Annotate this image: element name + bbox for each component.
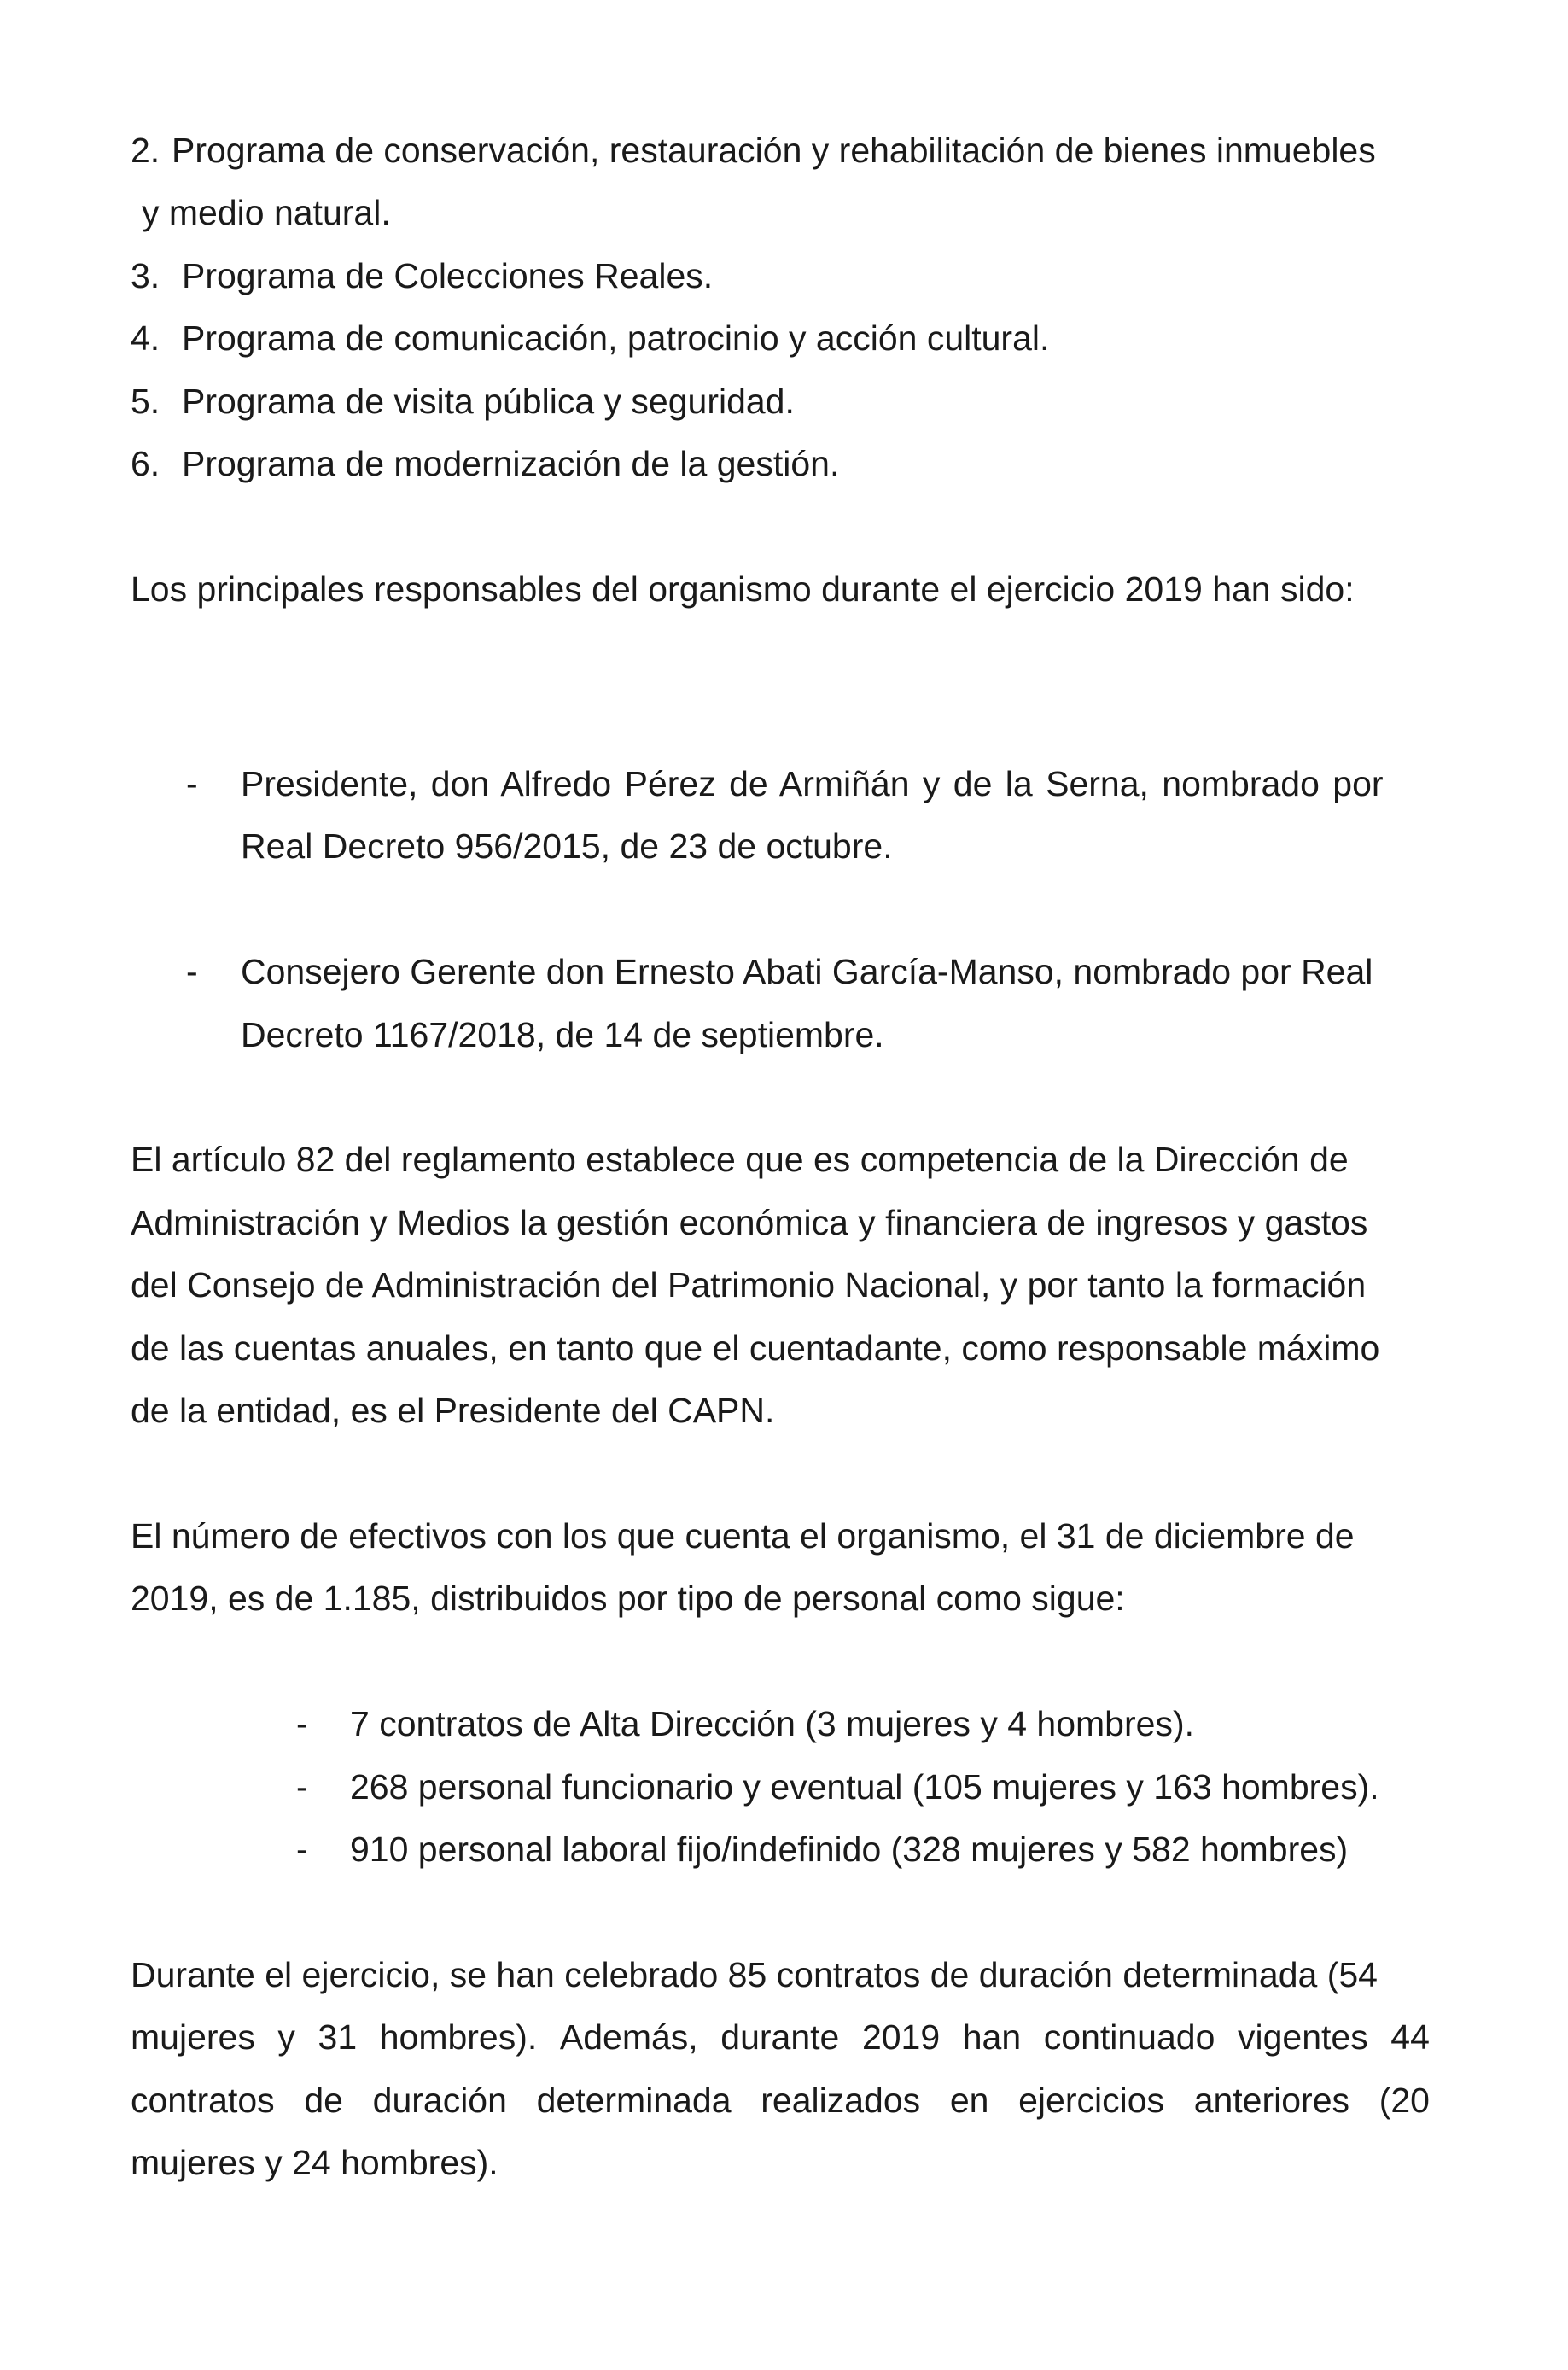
paragraph-line: de la entidad, es el Presidente del CAPN. [131, 1391, 775, 1430]
paragraph-line: El número de efectivos con los que cuenta el organismo, el 31 de diciembre de [131, 1516, 1355, 1556]
paragraph-line: 2019, es de 1.185, distribuidos por tipo de personal como sigue: [131, 1579, 1125, 1618]
word: de [304, 2081, 343, 2120]
list-item-text [241, 764, 1430, 803]
word: en [949, 2081, 989, 2120]
list-item-text: Programa de Colecciones Reales. [182, 256, 714, 295]
bullet-dash: - [186, 952, 198, 991]
list-item-line: Presidente, don Alfredo Pérez de Armiñán y de la Serna, nombrado por [241, 764, 1384, 803]
list-item-text: Programa de visita pública y seguridad. [182, 382, 795, 421]
word: y [277, 2017, 295, 2057]
responsables-intro: Los principales responsables del organismo durante el ejercicio 2019 han sido: [131, 569, 1355, 609]
list-item-line: Real Decreto 956/2015, de 23 de octubre. [241, 826, 893, 866]
list-number: 5. [131, 382, 160, 421]
bullet-dash: - [296, 1704, 308, 1743]
list-item-text: Programa de modernización de la gestión. [182, 444, 840, 483]
bullet-dash: - [296, 1830, 308, 1869]
list-number: 6. [131, 444, 160, 483]
list-item-line: Consejero Gerente don Ernesto Abati García-Manso, nombrado por Real [241, 952, 1373, 991]
word: contratos [131, 2081, 275, 2120]
word: Además, [559, 2017, 698, 2057]
word: han [962, 2017, 1022, 2057]
paragraph-line: Administración y Medios la gestión económica y financiera de ingresos y gastos [131, 1203, 1368, 1242]
list-item-text: Programa de conservación, restauración y rehabilitación de bienes inmuebles [172, 131, 1376, 170]
bullet-dash: - [296, 1767, 308, 1807]
word: duración [372, 2081, 507, 2120]
word: 31 [318, 2017, 358, 2057]
list-item-text: 7 contratos de Alta Dirección (3 mujeres y 4 hombres). [350, 1704, 1194, 1743]
list-number: 3. [131, 256, 160, 295]
paragraph-line [131, 2017, 1430, 2057]
word: durante [720, 2017, 840, 2057]
word: realizados [761, 2081, 921, 2120]
word: continuado [1043, 2017, 1215, 2057]
word: hombres). [379, 2017, 538, 2057]
paragraph-line [131, 2083, 1430, 2118]
word: 2019 [861, 2017, 941, 2057]
word: vigentes [1237, 2017, 1368, 2057]
list-item-text: 910 personal laboral fijo/indefinido (328 mujeres y 582 hombres) [350, 1830, 1349, 1869]
word: (20 [1379, 2081, 1430, 2120]
paragraph-line: Durante el ejercicio, se han celebrado 85 contratos de duración determinada (54 [131, 1955, 1378, 1994]
paragraph-line: de las cuentas anuales, en tanto que el cuentadante, como responsable máximo [131, 1328, 1380, 1368]
list-item-text: y medio natural. [142, 193, 391, 232]
paragraph-line: El artículo 82 del reglamento establece que es competencia de la Dirección de [131, 1140, 1349, 1179]
word: mujeres [131, 2017, 255, 2057]
paragraph-line: del Consejo de Administración del Patrimonio Nacional, y por tanto la formación [131, 1265, 1367, 1305]
word: anteriores [1193, 2081, 1350, 2120]
list-item-text: Programa de comunicación, patrocinio y acción cultural. [182, 318, 1050, 358]
word: determinada [536, 2081, 732, 2120]
word: ejercicios [1018, 2081, 1164, 2120]
paragraph-line: mujeres y 24 hombres). [131, 2143, 498, 2182]
list-number: 4. [131, 318, 160, 358]
list-item-text: 268 personal funcionario y eventual (105 mujeres y 163 hombres). [350, 1767, 1379, 1807]
word: 44 [1390, 2017, 1430, 2057]
list-number: 2. [131, 131, 160, 170]
bullet-dash: - [186, 764, 198, 803]
list-item-line: Decreto 1167/2018, de 14 de septiembre. [241, 1015, 884, 1054]
